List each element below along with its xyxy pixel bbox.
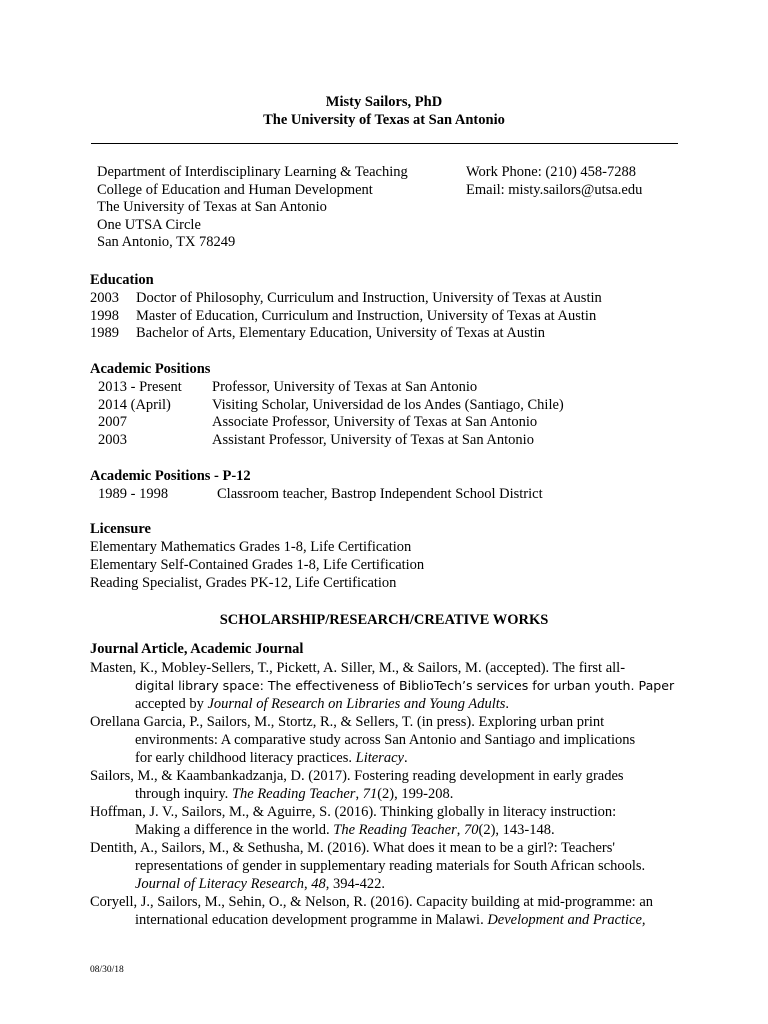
- licensure-item: Elementary Self-Contained Grades 1-8, Life Certification: [90, 557, 425, 573]
- journal-title: Literacy: [355, 750, 404, 766]
- reference-text: for early childhood literacy practices.: [135, 750, 356, 766]
- licensure-heading: Licensure: [90, 521, 151, 537]
- journal-volume: 71: [362, 786, 378, 802]
- work-phone: Work Phone: (210) 458-7288: [466, 164, 636, 180]
- journal-reference: [90, 659, 675, 713]
- education-year: 1989: [90, 325, 119, 342]
- position-text: Associate Professor, University of Texas at San Antonio: [212, 414, 538, 431]
- reference-line: [90, 821, 650, 839]
- reference-text: , 394-422.: [325, 876, 385, 892]
- position-year: 2007: [98, 414, 127, 431]
- reference-line: representations of gender in supplementary reading materials for South African schools.: [135, 858, 646, 874]
- reference-text: accepted by: [135, 696, 208, 712]
- reference-text: through inquiry.: [135, 786, 232, 802]
- reference-text: (2), 199-208.: [377, 786, 454, 802]
- address-line: One UTSA Circle: [97, 216, 201, 233]
- reference-line: [90, 785, 650, 803]
- reference-text: ,: [355, 786, 363, 802]
- reference-line: environments: A comparative study across San Antonio and Santiago and implications: [135, 732, 636, 748]
- journal-volume: 70: [464, 822, 479, 838]
- position-year: 2014 (April): [98, 396, 171, 413]
- reference-line: [90, 695, 650, 713]
- journal-title: The Reading Teacher: [333, 822, 457, 838]
- email: Email: misty.sailors@utsa.edu: [466, 181, 643, 198]
- reference-text: .: [505, 696, 510, 712]
- education-text: Doctor of Philosophy, Curriculum and Instruction, University of Texas at Austin: [136, 290, 602, 306]
- reference-line: [90, 875, 650, 893]
- position-year: 2013 - Present: [98, 379, 182, 395]
- licensure-item: Reading Specialist, Grades PK-12, Life Certification: [90, 575, 397, 591]
- reference-line: [90, 749, 650, 767]
- reference-text: (2), 143-148.: [478, 822, 555, 838]
- reference-line: digital library space: The effectiveness of BiblioTech’s services for urban youth. Paper: [135, 678, 675, 693]
- reference-text: Making a difference in the world.: [135, 822, 334, 838]
- education-text: Bachelor of Arts, Elementary Education, University of Texas at Austin: [136, 325, 546, 342]
- journal-title: Journal of Research on Libraries and Young Adults: [207, 696, 506, 712]
- education-year: 1998: [90, 307, 119, 324]
- journal-volume: 48: [311, 876, 326, 892]
- contact-block: [466, 164, 642, 199]
- reference-line: [90, 911, 650, 929]
- author-university: The University of Texas at San Antonio: [263, 112, 505, 128]
- journal-reference: [90, 839, 650, 893]
- reference-line: Dentith, A., Sailors, M., & Sethusha, M. (2016). What does it mean to be a girl?: Teachers': [90, 840, 615, 856]
- reference-line: Masten, K., Mobley-Sellers, T., Pickett, A. Siller, M., & Sailors, M. (accepted). The first all-: [90, 660, 626, 676]
- reference-line: Sailors, M., & Kaambankadzanja, D. (2017). Fostering reading development in early grades: [90, 768, 624, 784]
- address-line: San Antonio, TX 78249: [97, 234, 236, 251]
- licensure-item: Elementary Mathematics Grades 1-8, Life Certification: [90, 539, 412, 555]
- address-line: The University of Texas at San Antonio: [97, 199, 327, 216]
- journal-reference: [90, 893, 654, 929]
- journal-title: The Reading Teacher: [231, 786, 356, 802]
- address-block: [97, 164, 408, 252]
- position-year: 2003: [98, 431, 127, 448]
- position-text: Assistant Professor, University of Texas at San Antonio: [212, 431, 534, 448]
- education-heading: Education: [90, 272, 154, 288]
- address-line: Department of Interdisciplinary Learning & Teaching: [97, 164, 408, 180]
- education-text: Master of Education, Curriculum and Instruction, University of Texas at Austin: [136, 307, 597, 324]
- header-rule: [91, 143, 678, 144]
- p12-year: 1989 - 1998: [98, 486, 169, 502]
- journal-reference: [90, 767, 650, 803]
- reference-text: ,: [456, 822, 465, 838]
- positions-heading: Academic Positions: [90, 361, 211, 377]
- address-line: College of Education and Human Development: [97, 181, 373, 198]
- p12-heading: Academic Positions - P-12: [90, 468, 251, 484]
- reference-text: international education development programme in Malawi.: [135, 912, 488, 928]
- reference-line: Coryell, J., Sailors, M., Sehin, O., & Nelson, R. (2016). Capacity building at mid-programme: an: [90, 894, 654, 910]
- footer-date: 08/30/18: [90, 965, 124, 975]
- reference-line: Hoffman, J. V., Sailors, M., & Aguirre, S. (2016). Thinking globally in literacy instruction:: [90, 804, 617, 820]
- scholarship-heading: SCHOLARSHIP/RESEARCH/CREATIVE WORKS: [219, 612, 549, 628]
- journal-reference: [90, 713, 650, 767]
- reference-line: Orellana Garcia, P., Sailors, M., Stortz, R., & Sellers, T. (in press). Exploring urban print: [90, 714, 605, 730]
- journal-title: Journal of Literacy Research: [135, 876, 304, 892]
- reference-text: .: [403, 750, 408, 766]
- journal-title: Development and Practice,: [487, 912, 646, 928]
- position-text: Visiting Scholar, Universidad de los Andes (Santiago, Chile): [212, 396, 564, 413]
- p12-text: Classroom teacher, Bastrop Independent School District: [217, 486, 543, 502]
- journal-reference: [90, 803, 650, 839]
- author-name: Misty Sailors, PhD: [325, 94, 443, 110]
- position-text: Professor, University of Texas at San Antonio: [212, 379, 478, 395]
- reference-text: ,: [304, 876, 312, 892]
- journal-heading: Journal Article, Academic Journal: [90, 641, 304, 657]
- education-year: 2003: [90, 290, 119, 306]
